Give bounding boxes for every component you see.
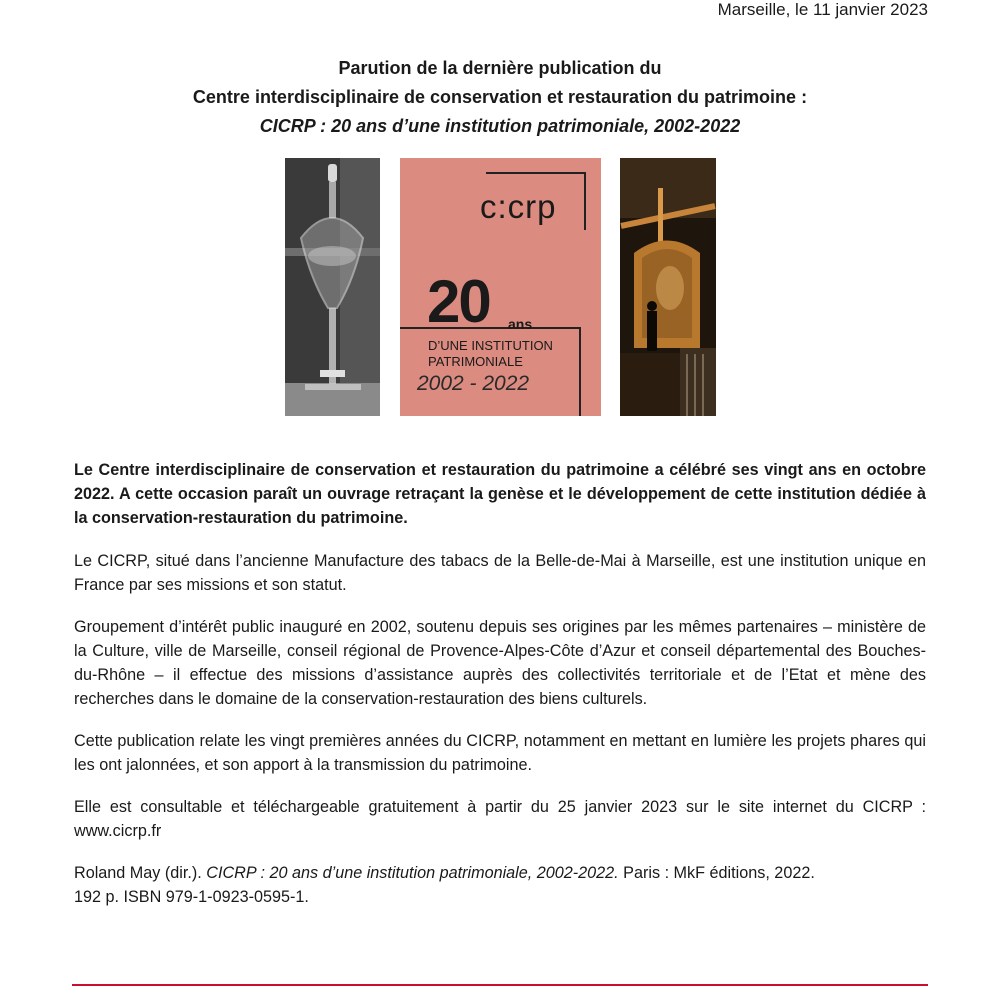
document-date: Marseille, le 11 janvier 2023 — [717, 0, 928, 19]
reference-author: Roland May (dir.). — [74, 864, 207, 882]
conservation-photo — [620, 158, 716, 416]
book-cover — [400, 158, 601, 416]
cover-line-2: PATRIMONIALE — [428, 354, 523, 369]
cover-years: 2002 - 2022 — [417, 372, 530, 395]
cicrp-logo: c:crp — [480, 188, 557, 225]
paragraph-2: Groupement d’intérêt public inauguré en 2002, soutenu depuis ses origines par les mêmes partenaires – ministère de la Culture, ville de Marseille, conseil régional de Provence-Alpes-Côte d’Azur et conseil départemental des Bouches-du-Rhône – il effectue des missions d’assistance auprès des collectivités territoriale et de l’Etat et mène des recherches dans le domaine de la conservation-restauration des biens culturels. — [74, 618, 926, 708]
paragraph-3: Cette publication relate les vingt premières années du CICRP, notamment en mettant en lumière les projets phares qui les ont jalonnées, et son apport à la transmission du patrimoine. — [74, 732, 926, 774]
bibliographic-reference — [74, 861, 926, 909]
paragraph-4: Elle est consultable et téléchargeable gratuitement à partir du 25 janvier 2023 sur le site internet du CICRP : www.cicrp.fr — [74, 798, 926, 840]
title-line-1: Parution de la dernière publication du — [338, 58, 662, 78]
reference-details: 192 p. ISBN 979-1-0923-0595-1. — [74, 888, 309, 906]
title-line-3: CICRP : 20 ans d’une institution patrimoniale, 2002-2022 — [259, 116, 741, 136]
glassware-illustration — [285, 158, 380, 416]
glassware-photo — [285, 158, 380, 416]
conservation-illustration — [620, 158, 716, 416]
body-text — [74, 458, 926, 927]
cover-number: 20 — [427, 268, 490, 335]
reference-book-title: CICRP : 20 ans d’une institution patrimoniale, 2002-2022. — [206, 864, 619, 882]
title-line-2: Centre interdisciplinaire de conservation et restauration du patrimoine : — [192, 87, 808, 107]
document-title — [0, 54, 1000, 141]
cover-line-1: D’UNE INSTITUTION — [428, 338, 553, 353]
paragraph-1: Le CICRP, situé dans l’ancienne Manufacture des tabacs de la Belle-de-Mai à Marseille, est une institution unique en France par ses missions et son statut. — [74, 552, 926, 594]
footer-rule — [72, 984, 928, 986]
lead-paragraph: Le Centre interdisciplinaire de conservation et restauration du patrimoine a célébré ses vingt ans en octobre 2022. A cette occasion paraît un ouvrage retraçant la genèse et le développement de cette institution dédiée à la conservation-restauration du patrimoine. — [74, 461, 926, 527]
reference-publisher: Paris : MkF éditions, 2022. — [618, 864, 815, 882]
cover-ans: ans — [508, 316, 533, 332]
